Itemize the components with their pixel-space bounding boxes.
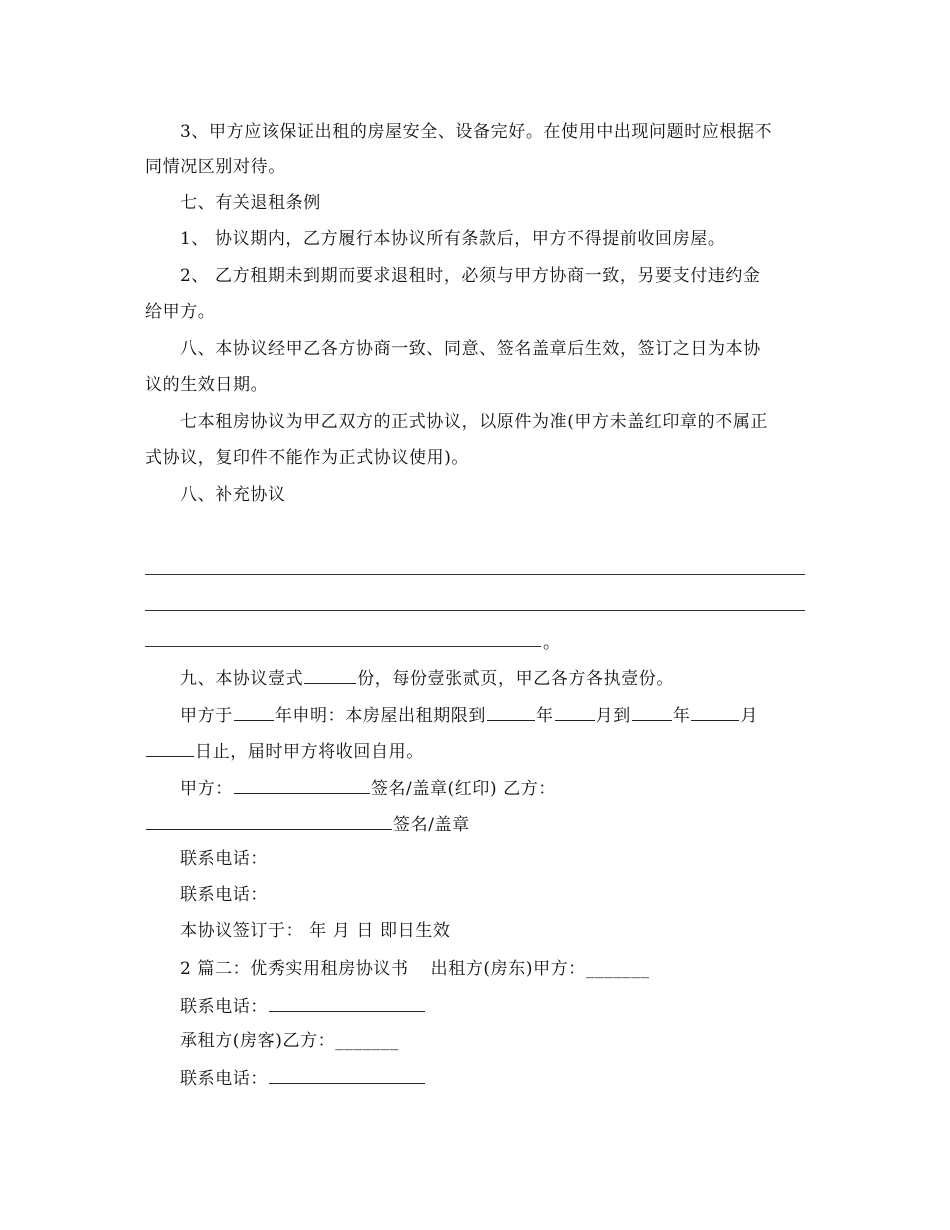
signature-line [180,776,805,800]
phone-label: 联系电话： [180,849,268,869]
copies-text-a: 九、本协议壹式 [180,669,304,689]
decl-text: 年 [672,706,691,726]
year-blank [632,703,672,721]
landlord-label: 出租方(房东)甲方：_______ [430,959,650,979]
copies-text-b: 份，每份壹张贰页，甲乙各方各执壹份。 [357,669,675,689]
blank-line [145,610,805,611]
year-blank [234,703,274,721]
phone-blank [269,1066,425,1084]
signature-line-2 [145,812,805,836]
phone-label: 联系电话： [180,885,268,905]
tenant-label: 承租方(房客)乙方：_______ [180,1031,399,1051]
signature-blank [146,812,392,830]
paragraph-line: 式协议，复印件不能作为正式协议使用)。 [145,448,470,468]
declaration-clause [180,703,805,727]
paragraph-line: 七本租房协议为甲乙双方的正式协议，以原件为准(甲方未盖红印章的不属正 [180,412,769,432]
part-two-title: 2 篇二：优秀实用租房协议书 [180,959,409,979]
section-heading: 七、有关退租条例 [180,193,321,213]
paragraph-line: 议的生效日期。 [145,375,269,395]
month-blank [691,703,739,721]
decl-text: 年申明：本房屋出租期限到 [274,706,487,726]
blank-line [145,574,805,575]
paragraph-line: 1、 协议期内，乙方履行本协议所有条款后，甲方不得提前收回房屋。 [180,229,726,249]
phone-blank [269,994,425,1012]
phone-label: 联系电话： [180,997,268,1017]
section-heading: 八、补充协议 [180,485,286,505]
paragraph-line: 同情况区别对待。 [145,157,286,177]
signature-label: 签名/盖章 [393,815,470,835]
decl-text: 月到 [595,706,631,726]
decl-text: 年 [536,706,554,726]
paragraph-line: 3、甲方应该保证出租的房屋安全、设备完好。在使用中出现问题时应根据不 [180,122,773,142]
party-a-label: 甲方： [180,779,233,799]
day-blank [146,739,194,757]
declaration-clause-2 [145,739,805,763]
phone-field [180,994,805,1018]
party-b-label: 签名/盖章(红印) 乙方： [370,779,557,799]
month-blank [555,703,595,721]
signature-blank [234,776,370,794]
copies-clause [180,666,805,690]
decl-text: 月 [740,706,759,726]
copies-blank [304,666,356,684]
decl-text: 日止，届时甲方将收回自用。 [195,742,424,762]
blank-end-period: 。 [543,633,561,653]
paragraph-line: 八、本协议经甲乙各方协商一致、同意、签名盖章后生效，签订之日为本协 [180,339,761,359]
part-two-heading [180,958,805,980]
paragraph-line: 2、 乙方租期未到期而要求退租时，必须与甲方协商一致，另要支付违约金 [180,266,761,286]
paragraph-line: 给甲方。 [145,302,216,322]
blank-line [145,646,541,647]
phone-field [180,1066,805,1090]
phone-label: 联系电话： [180,1069,268,1089]
year-blank [487,703,535,721]
decl-text: 甲方于 [180,706,233,726]
signing-date: 本协议签订于： 年 月 日 即日生效 [180,921,451,941]
